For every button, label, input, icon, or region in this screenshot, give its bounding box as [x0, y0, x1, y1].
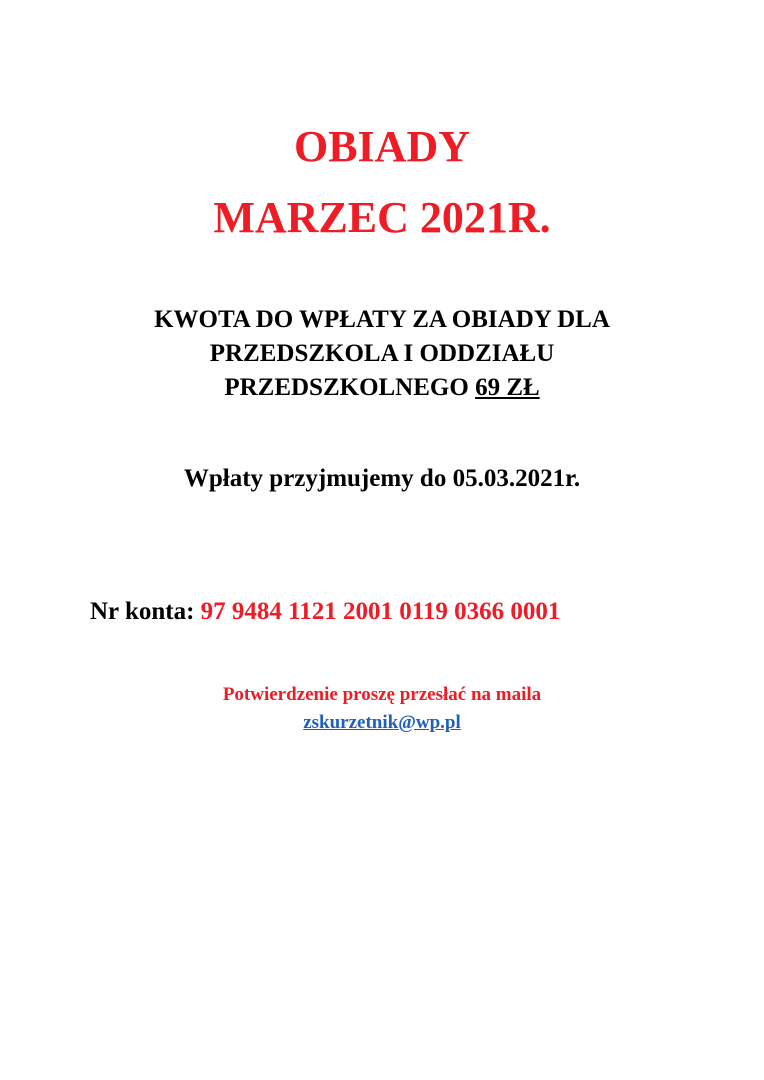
account-line	[90, 595, 560, 629]
account-number: 97 9484 1121 2001 0119 0366 0001	[200, 598, 561, 625]
payment-deadline: Wpłaty przyjmujemy do 05.03.2021r.	[183, 465, 581, 492]
account-label: Nr konta:	[90, 598, 201, 625]
email-line	[0, 710, 764, 736]
confirmation-text: Potwierdzenie proszę przesłać na maila	[222, 684, 542, 705]
amount-notice-line-2: PRZEDSZKOLA I ODDZIAŁU	[209, 340, 555, 367]
amount-notice-prefix: PRZEDSZKOLNEGO	[224, 374, 476, 401]
email-link[interactable]: zskurzetnik@wp.pl	[303, 712, 461, 733]
title-month: MARZEC 2021R.	[213, 193, 551, 242]
amount-value: 69 ZŁ	[475, 374, 540, 401]
amount-notice-line-1: KWOTA DO WPŁATY ZA OBIADY DLA	[154, 306, 610, 333]
title-obiady: OBIADY	[293, 122, 471, 171]
amount-notice-line-3	[0, 371, 764, 405]
